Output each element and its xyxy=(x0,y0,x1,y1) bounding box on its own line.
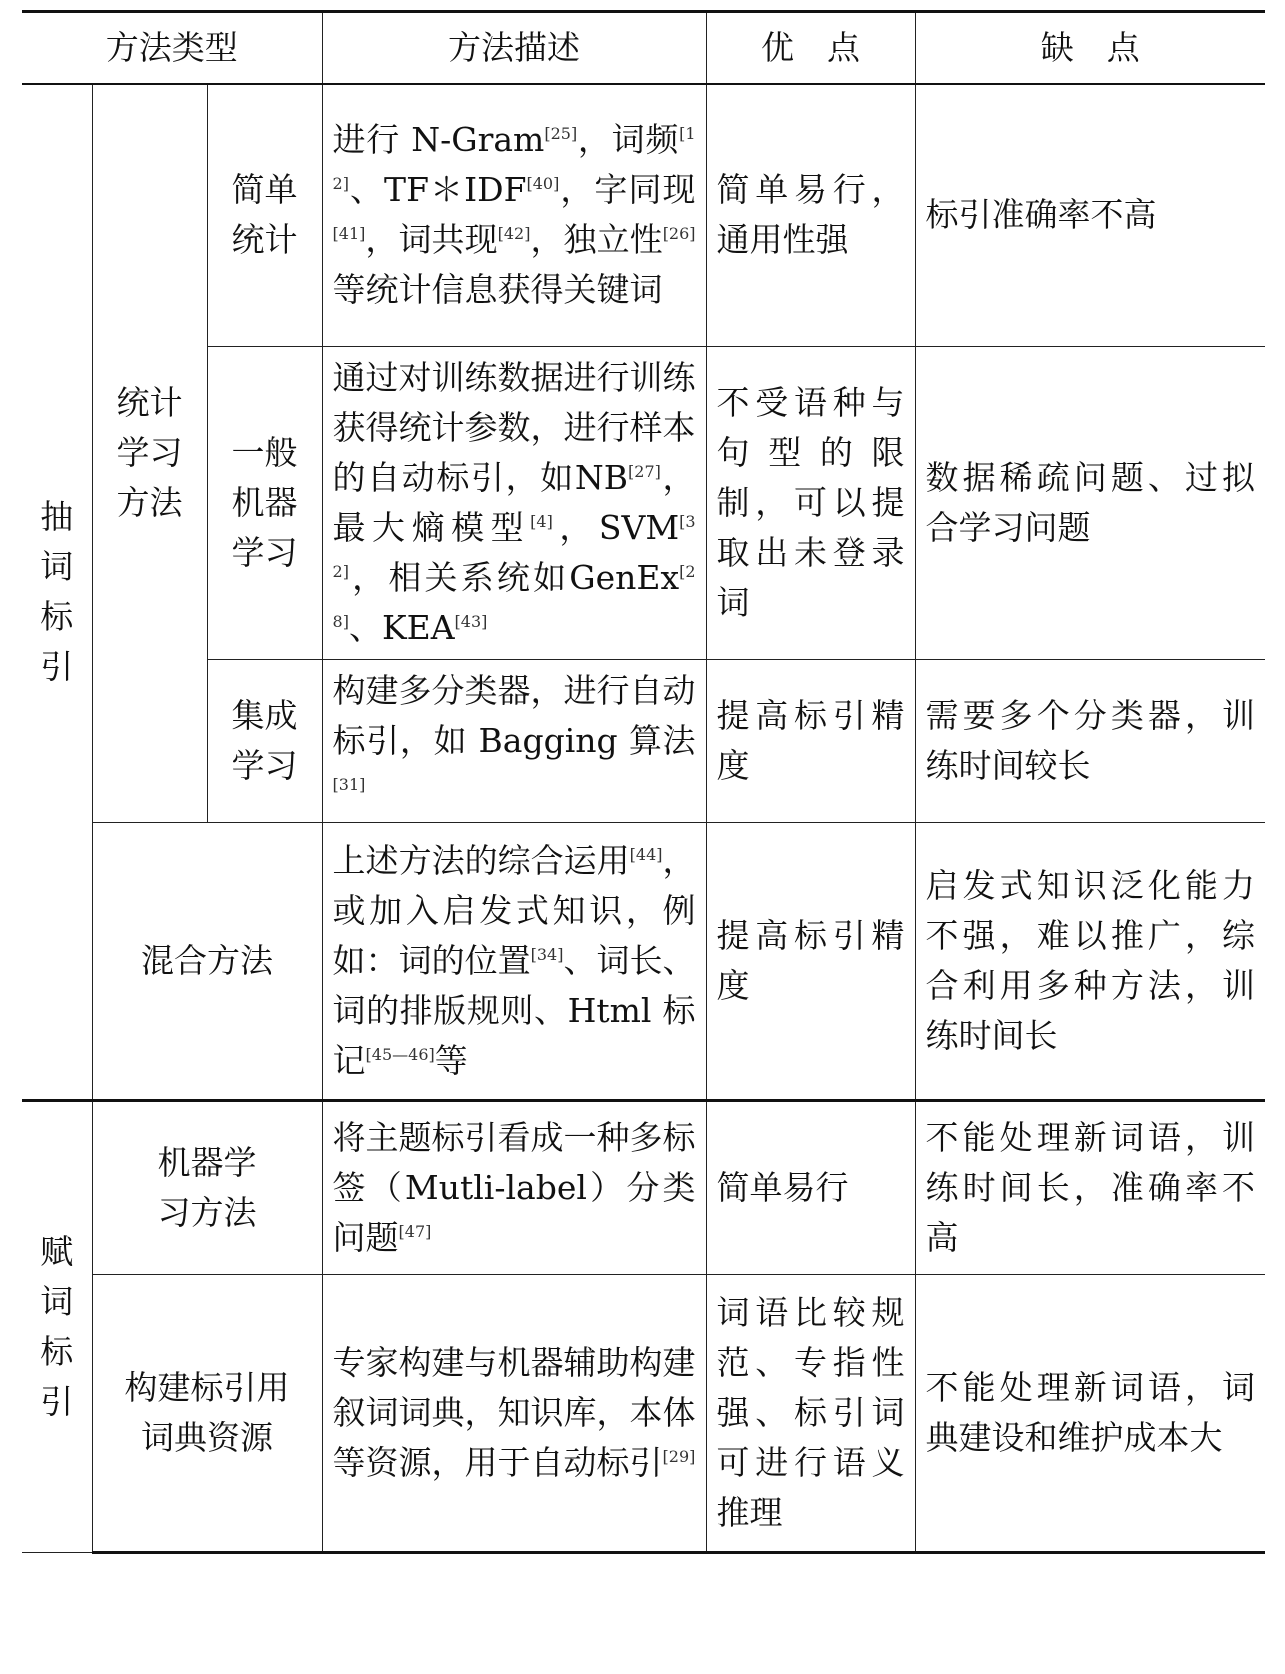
desc-mixed: 上述方法的综合运用[44]，或加入启发式知识，例如：词的位置[34]、词长、词的排版规则、Html 标记[45—46]等 xyxy=(322,822,706,1100)
pros-assign-dict: 词语比较规范、专指性强、标引词可进行语义推理 xyxy=(706,1274,915,1552)
table-row-ensemble xyxy=(22,659,1265,822)
citation-reference: [44] xyxy=(629,844,663,864)
subgroup-label-statistical: 统计学习方法 xyxy=(116,383,183,523)
header-method-description: 方法描述 xyxy=(322,12,706,85)
subgroup-label-dict: 构建标引用词典资源 xyxy=(124,1367,290,1457)
section-extraction-indexing xyxy=(22,84,92,1100)
table-row-simple-statistics xyxy=(22,84,1265,346)
citation-reference: [41] xyxy=(332,224,366,244)
method-comparison-table-wrap xyxy=(22,10,1265,1554)
cons-ensemble: 需要多个分类器，训练时间较长 xyxy=(915,659,1265,822)
section-label-extraction: 抽词标引 xyxy=(40,496,74,686)
cons-simple-statistics: 标引准确率不高 xyxy=(915,84,1265,346)
table-row-general-ml xyxy=(22,346,1265,659)
pros-ensemble: 提高标引精度 xyxy=(706,659,915,822)
subgroup-label-ml: 机器学习方法 xyxy=(157,1142,257,1232)
citation-reference: [47] xyxy=(398,1221,432,1241)
pros-general-ml: 不受语种与句型的限制，可以提取出未登录词 xyxy=(706,346,915,659)
method-label-simple: 简单统计 xyxy=(231,170,298,260)
subgroup-ml-methods xyxy=(92,1100,322,1274)
citation-reference: [32] xyxy=(332,511,696,581)
desc-general-ml: 通过对训练数据进行训练获得统计参数，进行样本的自动标引，如NB[27]，最大熵模型[4]，SVM[32]，相关系统如GenEx[28]、KEA[43] xyxy=(322,346,706,659)
citation-reference: [4] xyxy=(530,511,553,531)
table-row-assign-dict xyxy=(22,1274,1265,1552)
header-method-type: 方法类型 xyxy=(22,12,322,85)
desc-assign-dict: 专家构建与机器辅助构建叙词词典，知识库，本体等资源，用于自动标引[29] xyxy=(322,1274,706,1552)
pros-assign-ml: 简单易行 xyxy=(706,1100,915,1274)
citation-reference: [42] xyxy=(497,224,531,244)
cons-assign-dict: 不能处理新词语，词典建设和维护成本大 xyxy=(915,1274,1265,1552)
section-label-assignment: 赋词标引 xyxy=(40,1231,74,1421)
method-name-ensemble xyxy=(207,659,322,822)
cons-mixed: 启发式知识泛化能力不强，难以推广，综合利用多种方法，训练时间长 xyxy=(915,822,1265,1100)
citation-reference: [29] xyxy=(662,1446,696,1466)
cons-general-ml: 数据稀疏问题、过拟合学习问题 xyxy=(915,346,1265,659)
pros-simple-statistics: 简单易行，通用性强 xyxy=(706,84,915,346)
citation-reference: [43] xyxy=(454,611,488,631)
subgroup-statistical-learning xyxy=(92,84,207,822)
citation-reference: [25] xyxy=(544,124,578,144)
citation-reference: [34] xyxy=(530,944,564,964)
citation-reference: [26] xyxy=(662,224,696,244)
method-label-ensemble: 集成学习 xyxy=(231,695,298,785)
citation-reference: [27] xyxy=(628,461,661,481)
table-row-mixed xyxy=(22,822,1265,1100)
section-assignment-indexing xyxy=(22,1100,92,1552)
header-advantages: 优 点 xyxy=(706,12,915,85)
pros-mixed: 提高标引精度 xyxy=(706,822,915,1100)
citation-reference: [31] xyxy=(332,774,366,794)
citation-reference: [28] xyxy=(332,561,696,631)
method-name-general-ml xyxy=(207,346,322,659)
subgroup-dictionary-resources xyxy=(92,1274,322,1552)
method-label-general: 一般机器学习 xyxy=(231,432,298,572)
method-comparison-table xyxy=(22,10,1265,1554)
subgroup-mixed-methods: 混合方法 xyxy=(92,822,322,1100)
desc-assign-ml: 将主题标引看成一种多标签（Mutli-label）分类问题[47] xyxy=(322,1100,706,1274)
method-name-simple-statistics xyxy=(207,84,322,346)
header-row xyxy=(22,12,1265,85)
citation-reference: [12] xyxy=(332,124,696,194)
desc-simple-statistics: 进行 N-Gram[25]，词频[12]、TF＊IDF[40]，字同现[41]，词共现[42]，独立性[26]等统计信息获得关键词 xyxy=(322,84,706,346)
citation-reference: [45—46] xyxy=(365,1044,435,1064)
desc-ensemble: 构建多分类器，进行自动标引，如 Bagging 算法[31] xyxy=(322,659,706,822)
header-disadvantages: 缺 点 xyxy=(915,12,1265,85)
cons-assign-ml: 不能处理新词语，训练时间长，准确率不高 xyxy=(915,1100,1265,1274)
citation-reference: [40] xyxy=(526,174,560,194)
table-row-assign-ml xyxy=(22,1100,1265,1274)
